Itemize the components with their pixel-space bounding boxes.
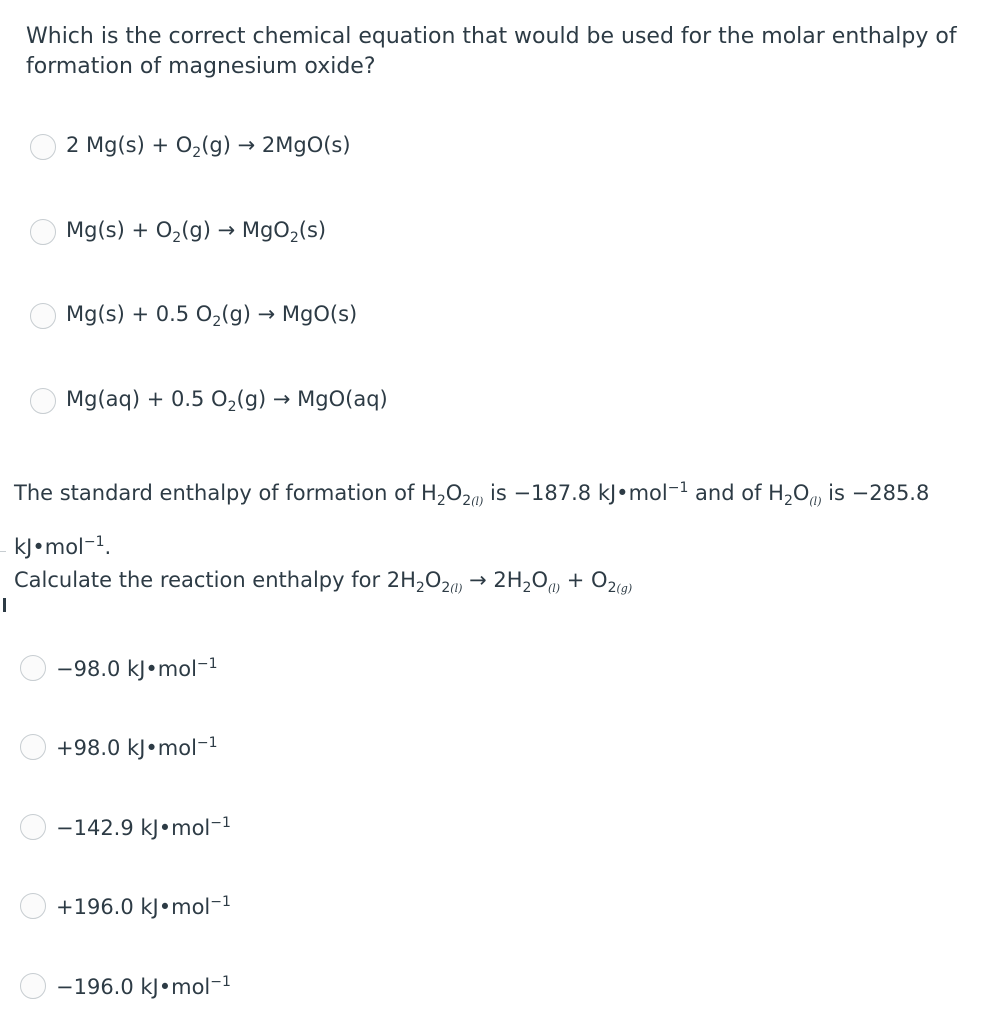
question-1 bbox=[26, 22, 976, 82]
q1-option-1[interactable] bbox=[30, 133, 351, 161]
q2-option-5[interactable] bbox=[20, 973, 231, 999]
q1-option-3[interactable] bbox=[30, 302, 357, 330]
q2-option-2-text: +98.0 kJ•mol$^{-1}$ bbox=[56, 734, 218, 760]
q2-option-3[interactable] bbox=[20, 814, 231, 840]
question-1-prompt: Which is the correct chemical equation that would be used for the molar enthalpy of formation of magnesium oxide? bbox=[26, 24, 957, 79]
question-2 bbox=[14, 468, 999, 567]
q1-option-4[interactable] bbox=[30, 387, 388, 415]
radio-button[interactable] bbox=[20, 655, 46, 681]
q1-option-2-text: $Mg(s) + O_2(g) \to MgO_2(s)$ bbox=[66, 218, 327, 247]
radio-button[interactable] bbox=[30, 388, 56, 414]
radio-button[interactable] bbox=[30, 303, 56, 329]
radio-button[interactable] bbox=[20, 814, 46, 840]
q2-option-3-text: −142.9 kJ•mol$^{-1}$ bbox=[56, 814, 231, 840]
q2-option-5-text: −196.0 kJ•mol$^{-1}$ bbox=[56, 973, 231, 999]
q1-option-3-text: Mg(s) + 0.5 $O_2(g) \to MgO(s)$ bbox=[66, 302, 358, 331]
q1-option-4-text: Mg(aq) + 0.5 $O_2(g) \to MgO(aq)$ bbox=[66, 387, 388, 416]
q2-option-1-text: −98.0 kJ•mol$^{-1}$ bbox=[56, 655, 218, 681]
q2-option-1[interactable] bbox=[20, 655, 218, 681]
q1-option-2[interactable] bbox=[30, 218, 326, 246]
radio-button[interactable] bbox=[30, 219, 56, 245]
radio-button[interactable] bbox=[20, 893, 46, 919]
left-edge-dash bbox=[0, 551, 6, 552]
radio-button[interactable] bbox=[20, 734, 46, 760]
q2-option-2[interactable] bbox=[20, 734, 218, 760]
q2-option-4-text: +196.0 kJ•mol$^{-1}$ bbox=[56, 893, 231, 919]
q1-option-1-text: 2 $Mg(s) + O_2(g) \to 2MgO(s)$ bbox=[66, 133, 351, 162]
radio-button[interactable] bbox=[30, 134, 56, 160]
left-edge-mark bbox=[3, 598, 6, 612]
question-2-intro: The standard enthalpy of formation of $H_2O_{2(l)}$ is −187.8 kJ•mol$^{-1}$ and of $H_2O_{(l)}$ is −285.8 kJ•mol$^{-1}$. bbox=[14, 480, 930, 560]
radio-button[interactable] bbox=[20, 973, 46, 999]
question-2-prompt: Calculate the reaction enthalpy for $2H_2O_{2(l)} \to 2H_2O_{(l)} + O_{2(g)}$ bbox=[14, 568, 633, 597]
q2-option-4[interactable] bbox=[20, 893, 231, 919]
